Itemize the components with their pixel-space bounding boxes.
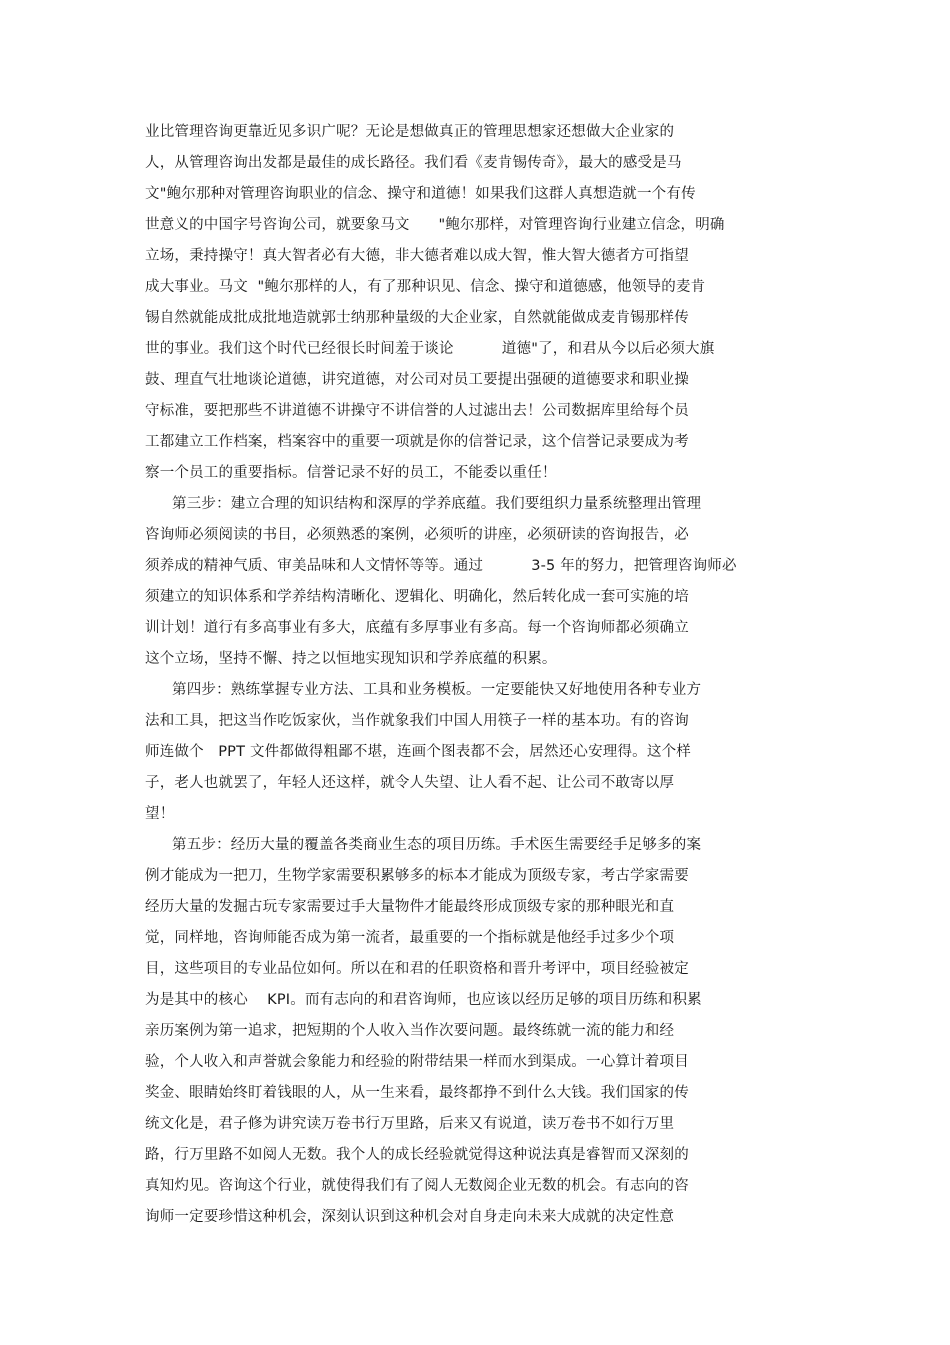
paragraph-line: 鼓、理直气壮地谈论道德，讲究道德，对公司对员工要提出强硬的道德要求和职业操	[145, 372, 689, 388]
paragraph-line: 亲历案例为第一追求，把短期的个人收入当作次要问题。最终练就一流的能力和经	[145, 1023, 675, 1039]
paragraph-line: 目，这些项目的专业品位如何。所以在和君的任职资格和晋升考评中，项目经验被定	[145, 961, 689, 977]
paragraph-line: 成大事业。马文 "鲍尔那样的人，有了那种识见、信念、操守和道德感，他领导的麦肯	[145, 279, 706, 295]
paragraph-line: 训计划！道行有多高事业有多大，底蕴有多厚事业有多高。每一个咨询师都必须确立	[145, 620, 689, 636]
paragraph-line: 子，老人也就罢了，年轻人还这样，就令人失望、让人看不起、让公司不敢寄以厚	[145, 775, 675, 791]
paragraph-line: 须养成的精神气质、审美品味和人文情怀等等。通过 3-5 年的努力，把管理咨询师必	[145, 558, 737, 574]
paragraph-line: 师连做个 PPT 文件都做得粗鄙不堪，连画个图表都不会，居然还心安理得。这个样	[145, 744, 691, 760]
paragraph-line: 人，从管理咨询出发都是最佳的成长路径。我们看《麦肯锡传奇》，最大的感受是马	[145, 155, 682, 171]
paragraph-line: 守标准，要把那些不讲道德不讲操守不讲信誉的人过滤出去！公司数据库里给每个员	[145, 403, 689, 419]
step-three-heading-line: 第三步：建立合理的知识结构和深厚的学养底蕴。我们要组织力量系统整理出管理	[172, 496, 702, 512]
paragraph-line: 觉，同样地，咨询师能否成为第一流者，最重要的一个指标就是他经手过多少个项	[145, 930, 675, 946]
paragraph-line: 工都建立工作档案，档案容中的重要一项就是你的信誉记录，这个信誉记录要成为考	[145, 434, 689, 450]
paragraph-line: 业比管理咨询更靠近见多识广呢？无论是想做真正的管理思想家还想做大企业家的	[145, 124, 675, 140]
paragraph-line: 验，个人收入和声誉就会象能力和经验的附带结果一样而水到渠成。一心算计着项目	[145, 1054, 689, 1070]
paragraph-line: 立场，秉持操守！真大智者必有大德，非大德者难以成大智，惟大智大德者方可指望	[145, 248, 689, 264]
paragraph-line: 咨询师必须阅读的书目，必须熟悉的案例，必须听的讲座，必须研读的咨询报告，必	[145, 527, 689, 543]
step-four-heading-line: 第四步：熟练掌握专业方法、工具和业务模板。一定要能快又好地使用各种专业方	[172, 682, 702, 698]
paragraph-line: 这个立场，坚持不懈、持之以恒地实现知识和学养底蕴的积累。	[145, 651, 557, 667]
paragraph-line: 真知灼见。咨询这个行业，就使得我们有了阅人无数阅企业无数的机会。有志向的咨	[145, 1178, 689, 1194]
paragraph-line: 世的事业。我们这个时代已经很长时间羞于谈论 道德"了，和君从今以后必须大旗	[145, 341, 715, 357]
paragraph-line: 法和工具，把这当作吃饭家伙，当作就象我们中国人用筷子一样的基本功。有的咨询	[145, 713, 689, 729]
paragraph-line: 例才能成为一把刀，生物学家需要积累够多的标本才能成为顶级专家，考古学家需要	[145, 868, 689, 884]
paragraph-line: 奖金、眼睛始终盯着钱眼的人，从一生来看，最终都挣不到什么大钱。我们国家的传	[145, 1085, 689, 1101]
paragraph-line: 望！	[145, 806, 175, 822]
paragraph-line: 路，行万里路不如阅人无数。我个人的成长经验就觉得这种说法真是睿智而又深刻的	[145, 1147, 689, 1163]
paragraph-line: 统文化是，君子修为讲究读万卷书行万里路，后来又有说道，读万卷书不如行万里	[145, 1116, 675, 1132]
paragraph-line: 文"鲍尔那种对管理咨询职业的信念、操守和道德！如果我们这群人真想造就一个有传	[145, 186, 696, 202]
paragraph-line: 锡自然就能成批成批地造就郭士纳那种量级的大企业家，自然就能做成麦肯锡那样传	[145, 310, 689, 326]
paragraph-line: 世意义的中国字号咨询公司，就要象马文 "鲍尔那样，对管理咨询行业建立信念，明确	[145, 217, 725, 233]
paragraph-line: 察一个员工的重要指标。信誉记录不好的员工，不能委以重任！	[145, 465, 557, 481]
paragraph-line: 经历大量的发掘古玩专家需要过手大量物件才能最终形成顶级专家的那种眼光和直	[145, 899, 675, 915]
paragraph-line: 须建立的知识体系和学养结构清晰化、逻辑化、明确化，然后转化成一套可实施的培	[145, 589, 689, 605]
paragraph-line: 询师一定要珍惜这种机会，深刻认识到这种机会对自身走向未来大成就的决定性意	[145, 1209, 675, 1225]
paragraph-line: 为是其中的核心 KPI。而有志向的和君咨询师，也应该以经历足够的项目历练和积累	[145, 992, 702, 1008]
step-five-heading-line: 第五步：经历大量的覆盖各类商业生态的项目历练。手术医生需要经手足够多的案	[172, 837, 702, 853]
